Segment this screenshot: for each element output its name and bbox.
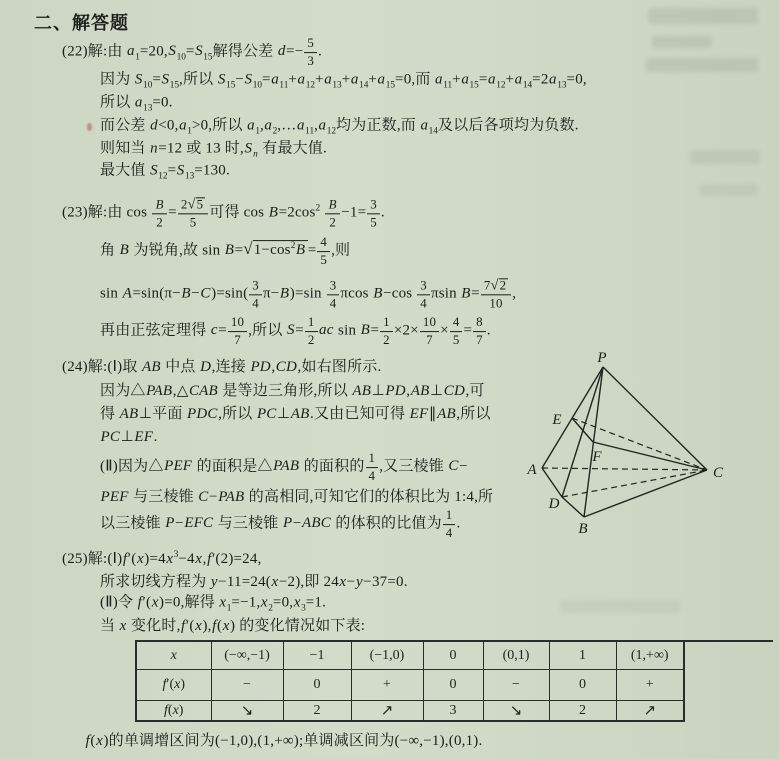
bleedthrough-artifact bbox=[648, 8, 758, 24]
table-row-2 bbox=[136, 701, 684, 722]
solution-24-line-4: PC⊥EF. bbox=[100, 429, 158, 445]
table-cell: ↘ bbox=[483, 701, 549, 722]
figure-label-A: A bbox=[527, 462, 537, 478]
table-row-label: f′(x) bbox=[136, 670, 211, 701]
table-cell: ↗ bbox=[616, 701, 684, 722]
table-cell: 2 bbox=[283, 701, 351, 722]
table-cell: 0 bbox=[549, 670, 616, 701]
figure-edge-AC bbox=[542, 468, 707, 470]
figure-label-B: B bbox=[578, 521, 588, 537]
solution-22-line-1: (22)解:由 $a_1=20,S_{10}=S_{15}$解得公差 d=− $\frac{5}{3}$ . bbox=[62, 36, 322, 68]
table-row-0 bbox=[136, 641, 684, 670]
solution-25-line-1: (25)解$:(Ⅰ)f'(x)=4x^3-4x,f'(2)=24$, bbox=[62, 550, 262, 567]
figure-edge-BC bbox=[584, 470, 707, 517]
table-top-rule-extension bbox=[681, 640, 773, 642]
monotonic-intervals-line: f(x)的单调增区间为(−1,0),(1,+∞);单调减区间为(−∞,−1),(0,1). bbox=[85, 733, 483, 749]
solution-22-line-2: 因为 $S_{10}=S_{15}$,所以 $S_{15}-S_{10}=a_{11}+a_{12}+a_{13}+a_{14}+a_{15}=0$,而 $a_{11}+a_{15}=a_{12}+a_{14}=2a_{13}=0$, bbox=[100, 71, 587, 91]
figure-label-D: D bbox=[548, 496, 560, 512]
section-title: 二、解答题 bbox=[34, 13, 129, 33]
table-cell: 0 bbox=[423, 641, 483, 670]
table-cell: 0 bbox=[423, 670, 483, 701]
solution-22-line-4: 而公差 $d<0,a_1>0$,所以 $a_1,a_2,\dots a_{11},a_{12}$均为正数,而 $a_{14}$及以后各项均为负数. bbox=[100, 117, 579, 137]
solution-24-line-7: 以三棱锥 P−EFC 与三棱锥 P−ABC 的体积的比值为 $\frac{1}{4}$ . bbox=[100, 508, 461, 540]
table-cell: (−∞,−1) bbox=[211, 641, 283, 670]
figure-edge-DB bbox=[562, 497, 584, 517]
figure-label-F: F bbox=[592, 449, 602, 465]
table-row-label: f(x) bbox=[136, 701, 211, 722]
tetrahedron-figure bbox=[515, 348, 745, 544]
table-row-label: x bbox=[136, 641, 211, 670]
figure-edge-PC bbox=[603, 367, 707, 470]
solution-22-line-5: 则知当 n=12 或 13 时$,S_n$ 有最大值. bbox=[100, 140, 327, 160]
figure-edge-FC bbox=[593, 442, 707, 470]
table-cell: 2 bbox=[549, 701, 616, 722]
solution-25-line-2: 所求切线方程为 y−11=24(x−2),即 24x−y−37=0. bbox=[100, 574, 408, 590]
table-cell: 1 bbox=[549, 641, 616, 670]
monotonicity-table bbox=[135, 640, 685, 722]
solution-24-line-6: PEF 与三棱锥 C−PAB 的高相同,可知它们的体积比为 1:4,所 bbox=[100, 489, 494, 505]
table-cell: − bbox=[211, 670, 283, 701]
solution-23-line-4: 再由正弦定理得 c= $\frac{10}{7}$ ,所以 S= $\frac{1}{2}$ ac sin B= $\frac{1}{2}$ ×2× $\frac{10}{7}$ × $\frac{4}{5}$ = $\frac{8}{7}$ . bbox=[100, 315, 491, 347]
solution-22-line-6: 最大值 $S_{12}=S_{13}=130$. bbox=[100, 162, 230, 182]
table-cell: −1 bbox=[283, 641, 351, 670]
table-cell: 3 bbox=[423, 701, 483, 722]
solution-25-line-4: 当 x 变化时,f′(x),f(x) 的变化情况如下表: bbox=[100, 618, 366, 634]
bleedthrough-artifact bbox=[560, 600, 680, 613]
table-cell: (0,1) bbox=[483, 641, 549, 670]
table-row-1 bbox=[136, 670, 684, 701]
bleedthrough-artifact bbox=[690, 150, 760, 164]
solution-23-line-2: 角 B 为锐角,故 $\sin B=√1-\cos^2B$ = $\frac{4}{5}$ ,则 bbox=[100, 235, 351, 267]
solution-22-line-3: 所以 $a_{13}=0$. bbox=[100, 94, 173, 114]
table-cell: ↘ bbox=[211, 701, 283, 722]
figure-label-P: P bbox=[597, 350, 607, 366]
table-cell: (−1,0) bbox=[351, 641, 423, 670]
ink-speck bbox=[87, 123, 92, 131]
bleedthrough-artifact bbox=[700, 184, 758, 196]
bleedthrough-artifact bbox=[652, 36, 712, 48]
solution-24-line-2: 因为△PAB,△CAB 是等边三角形,所以 AB⊥PD,AB⊥CD,可 bbox=[100, 383, 485, 399]
solution-24-line-3: 得 AB⊥平面 PDC,所以 PC⊥AB.又由已知可得 EF∥AB,所以 bbox=[100, 406, 491, 422]
figure-edge-DC bbox=[562, 470, 707, 497]
solution-25-line-3: (Ⅱ)令 f′(x)=0,解得 $x_1=-1,x_2=0,x_3=1$. bbox=[100, 594, 327, 614]
table-cell: (1,+∞) bbox=[616, 641, 684, 670]
solution-24-line-5: (Ⅱ)因为△PEF 的面积是△PAB 的面积的 $\frac{1}{4}$ ,又三棱锥 C− bbox=[100, 451, 468, 483]
table-cell: + bbox=[616, 670, 684, 701]
figure-label-E: E bbox=[552, 412, 562, 428]
figure-edge-AD bbox=[542, 468, 562, 497]
table-cell: − bbox=[483, 670, 549, 701]
table-cell: 0 bbox=[283, 670, 351, 701]
figure-label-C: C bbox=[712, 465, 724, 481]
bleedthrough-artifact bbox=[646, 58, 758, 72]
solution-23-line-3: sin A=sin(π−B−C)=sin( $\frac{3}{4}$ π−B)=sin $\frac{3}{4}$ πcos B−cos $\frac{3}{4}$ πsin B= $\frac{7√2}{10}$ , bbox=[100, 277, 517, 311]
figure-edge-PD bbox=[562, 367, 603, 497]
solution-24-line-1: (24)解:(Ⅰ)取 AB 中点 D,连接 PD,CD,如右图所示. bbox=[62, 359, 382, 375]
solution-23-line-1: (23)解:由 cos $\frac{B}{2}$ = $\frac{2√5}{5}$ 可得 $\cos B=2\cos^2$ $\frac{B}{2}$ −1= $\frac{3}{5}$ . bbox=[62, 196, 385, 230]
table-cell: + bbox=[351, 670, 423, 701]
table-cell: ↗ bbox=[351, 701, 423, 722]
